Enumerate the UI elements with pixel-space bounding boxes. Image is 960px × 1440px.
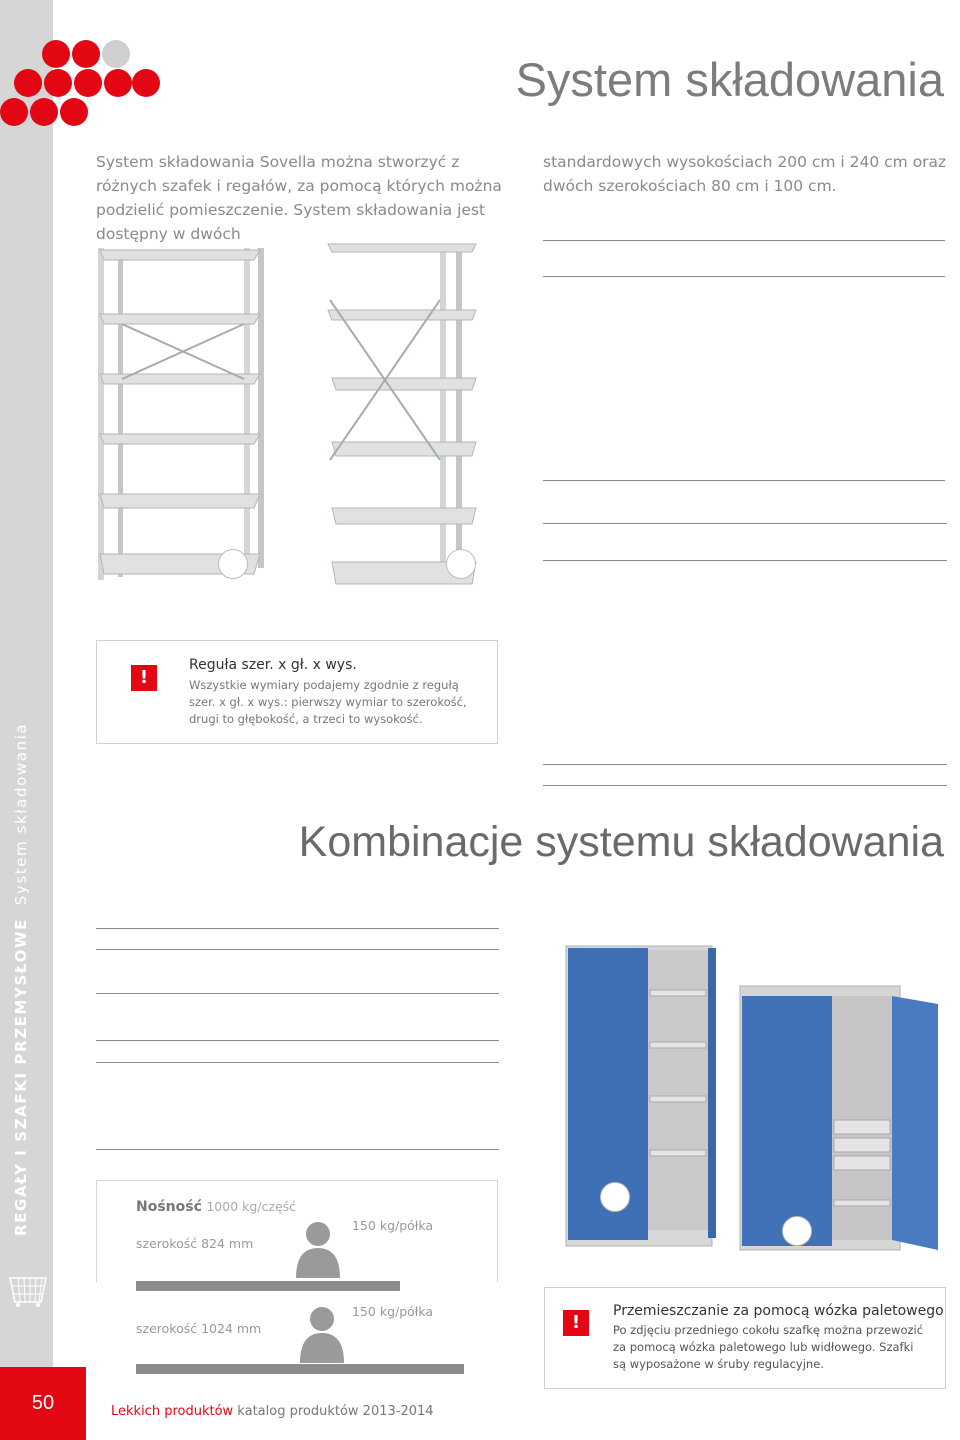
exclamation-icon: ! bbox=[563, 1310, 589, 1336]
divider bbox=[543, 764, 947, 765]
page-number: 50 bbox=[31, 1392, 55, 1414]
notice-title: Reguła szer. x gł. x wys. bbox=[189, 657, 357, 673]
section-bold: REGAŁY I SZAFKI PRZEMYSŁOWE bbox=[12, 918, 30, 1236]
divider bbox=[96, 1040, 499, 1041]
divider bbox=[96, 1149, 499, 1150]
intro-right: standardowych wysokościach 200 cm i 240 cm oraz dwóch szerokościach 80 cm i 100 cm. bbox=[543, 153, 947, 195]
divider bbox=[543, 560, 947, 561]
divider bbox=[96, 949, 499, 950]
footer-rest: katalog produktów 2013-2014 bbox=[233, 1404, 434, 1419]
divider bbox=[543, 480, 945, 481]
divider bbox=[543, 785, 947, 786]
image-marker-2 bbox=[446, 549, 476, 579]
footer-highlight: Lekkich produktów bbox=[111, 1404, 234, 1419]
footer bbox=[111, 1404, 434, 1419]
shelf-load-2: 150 kg/półka bbox=[352, 1304, 434, 1319]
notice-title: Przemieszczanie za pomocą wózka paletowego bbox=[613, 1303, 944, 1319]
divider bbox=[96, 993, 499, 994]
divider bbox=[543, 240, 945, 241]
image-marker-1 bbox=[218, 549, 248, 579]
width-824: szerokość 824 mm bbox=[136, 1236, 254, 1251]
divider bbox=[543, 276, 945, 277]
section-light: System składowania bbox=[12, 722, 30, 906]
exclamation-icon: ! bbox=[131, 665, 157, 691]
divider bbox=[543, 523, 947, 524]
shelf-load-1: 150 kg/półka bbox=[352, 1218, 434, 1233]
intro-left: System składowania Sovella można stworzyć z różnych szafek i regałów, za pomocą których można podzielić pomieszczenie. System składowania jest dostępny w dwóch bbox=[96, 153, 502, 243]
divider bbox=[96, 1062, 499, 1063]
notice-dimension-rule bbox=[96, 640, 498, 744]
shelf-bar-1024 bbox=[136, 1364, 464, 1374]
divider bbox=[96, 928, 499, 929]
person-icon bbox=[296, 1220, 340, 1278]
image-marker-3 bbox=[600, 1182, 630, 1212]
load-label bbox=[136, 1199, 296, 1215]
notice-body: Wszystkie wymiary podajemy zgodnie z regułą szer. x gł. x wys.: pierwszy wymiar to szerokość, drugi to głębokość, a trzeci to wysokość. bbox=[189, 678, 467, 726]
load-label-rest: 1000 kg/część bbox=[206, 1199, 297, 1214]
shelf-basket-icon bbox=[8, 1272, 48, 1308]
shelf-bar-824 bbox=[136, 1281, 400, 1291]
person-icon bbox=[300, 1305, 344, 1363]
width-1024: szerokość 1024 mm bbox=[136, 1321, 262, 1336]
notice-pallet-truck bbox=[544, 1287, 946, 1389]
open-shelf-image-2 bbox=[322, 240, 482, 590]
section-title: Kombinacje systemu składowania bbox=[298, 818, 944, 866]
page-title: System składowania bbox=[515, 53, 944, 106]
sidebar-section-label bbox=[12, 722, 42, 1236]
notice-body: Po zdjęciu przedniego cokołu szafkę można przewozić za pomocą wózka paletowego lub widłowego. Szafki są wyposażone w śruby regulacyjne. bbox=[613, 1323, 924, 1371]
open-shelf-image-1 bbox=[94, 244, 266, 584]
image-marker-4 bbox=[782, 1216, 812, 1246]
dot-logo bbox=[0, 40, 170, 130]
load-label-bold: Nośność bbox=[136, 1199, 202, 1215]
